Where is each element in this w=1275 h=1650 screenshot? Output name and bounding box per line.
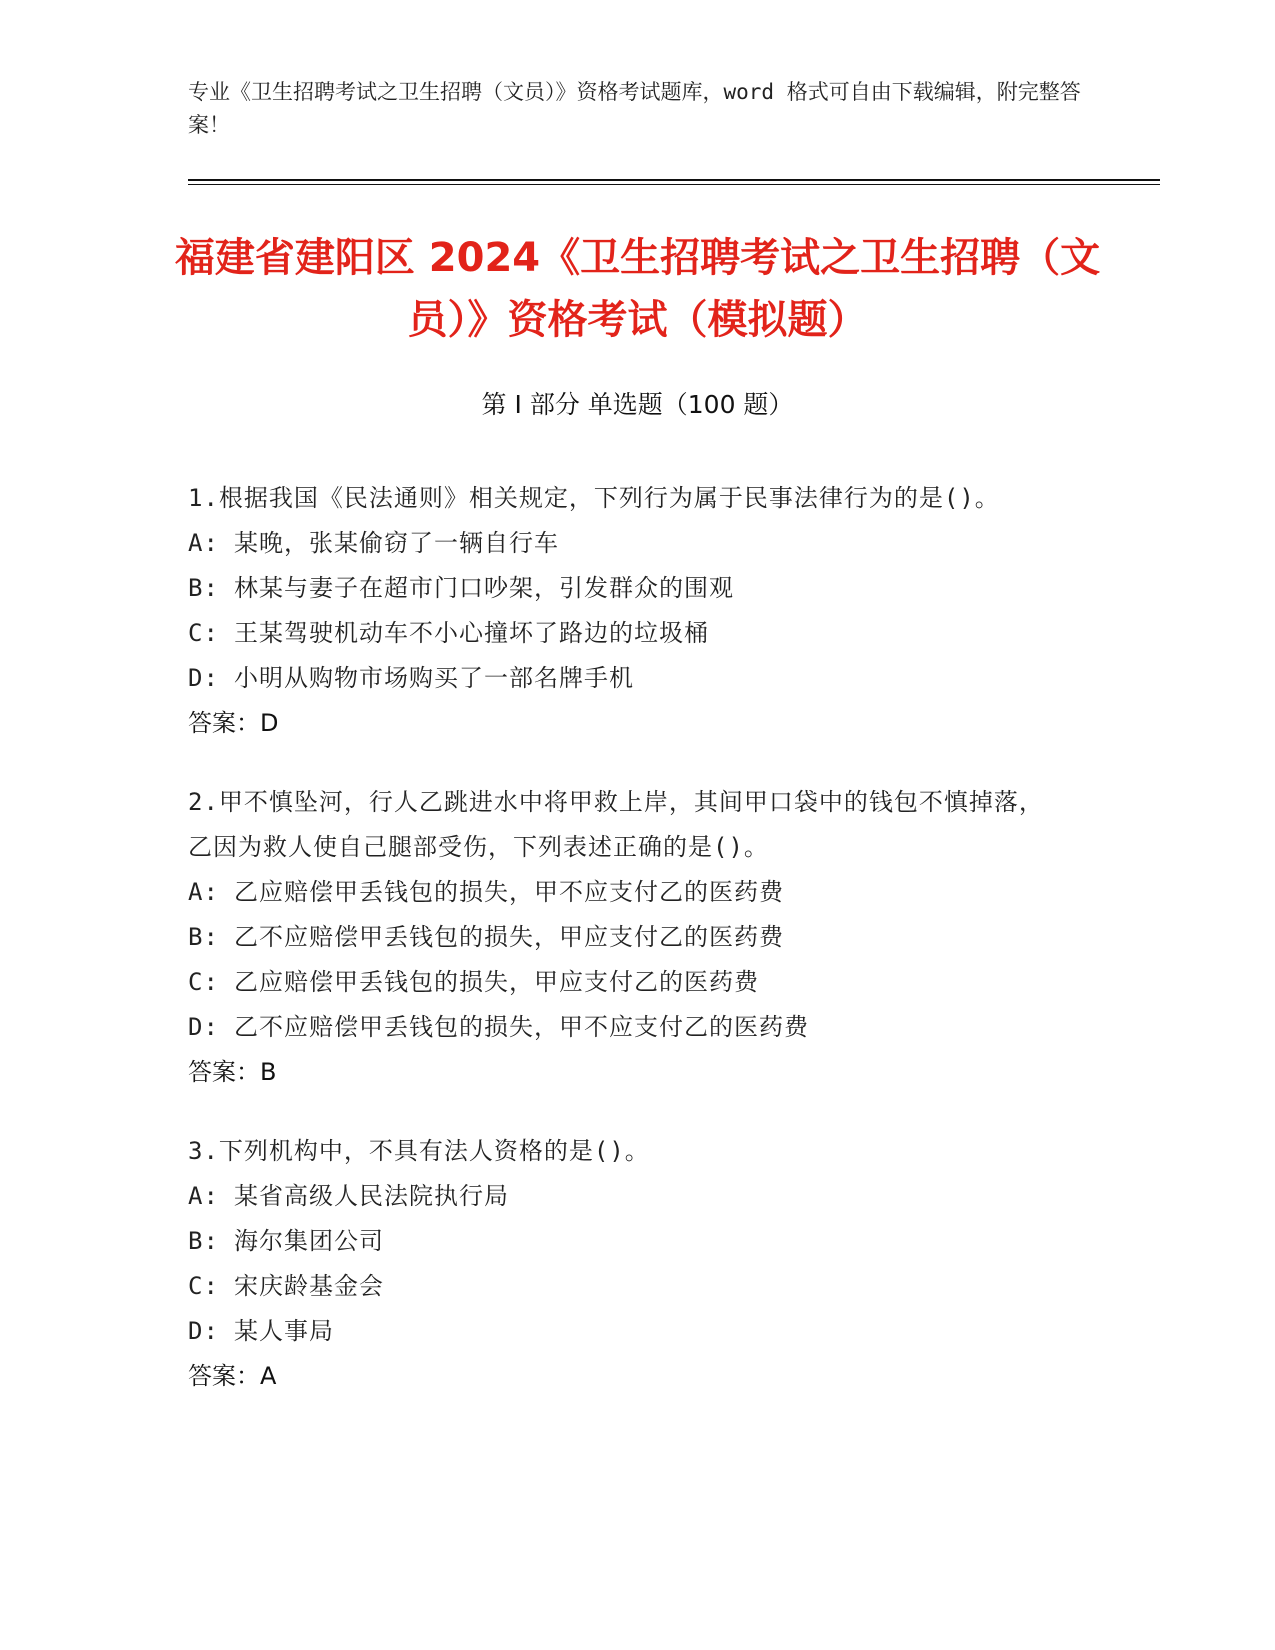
option-d xyxy=(188,1005,1068,1050)
option-text: 宋庆龄基金会 xyxy=(234,1272,384,1300)
option-b xyxy=(188,915,1068,960)
document-title: 福建省建阳区 2024《卫生招聘考试之卫生招聘（文员）》资格考试（模拟题） xyxy=(174,235,1101,343)
header-divider xyxy=(188,179,1160,181)
option-c xyxy=(188,611,1068,656)
option-b xyxy=(188,566,1068,611)
question-list xyxy=(188,476,1068,1433)
answer-line: 答案：D xyxy=(188,709,279,737)
option-text: 某晚，张某偷窃了一辆自行车 xyxy=(234,529,559,557)
option-d xyxy=(188,656,1068,701)
option-a xyxy=(188,521,1068,566)
option-key: D: xyxy=(188,1013,219,1041)
option-text: 乙应赔偿甲丢钱包的损失，甲应支付乙的医药费 xyxy=(234,968,759,996)
option-text: 林某与妻子在超市门口吵架，引发群众的围观 xyxy=(234,574,734,602)
option-a xyxy=(188,870,1068,915)
question-1 xyxy=(188,476,1068,746)
option-key: A: xyxy=(188,529,219,557)
option-c xyxy=(188,960,1068,1005)
option-text: 乙应赔偿甲丢钱包的损失，甲不应支付乙的医药费 xyxy=(234,878,784,906)
question-stem: 3.下列机构中，不具有法人资格的是()。 xyxy=(188,1137,650,1165)
header-note: 专业《卫生招聘考试之卫生招聘（文员）》资格考试题库，word 格式可自由下载编辑，附完整答案！ xyxy=(188,80,1081,137)
option-key: C: xyxy=(188,968,219,996)
option-text: 乙不应赔偿甲丢钱包的损失，甲不应支付乙的医药费 xyxy=(234,1013,809,1041)
option-key: B: xyxy=(188,574,219,602)
question-stem: 1.根据我国《民法通则》相关规定，下列行为属于民事法律行为的是()。 xyxy=(188,484,1000,512)
option-text: 小明从购物市场购买了一部名牌手机 xyxy=(234,664,634,692)
option-key: B: xyxy=(188,1227,219,1255)
section-heading: 第 I 部分 单选题（100 题） xyxy=(481,390,794,419)
question-stem: 2.甲不慎坠河，行人乙跳进水中将甲救上岸，其间甲口袋中的钱包不慎掉落，乙因为救人使自己腿部受伤，下列表述正确的是()。 xyxy=(188,788,1044,861)
question-2 xyxy=(188,780,1068,1095)
option-d xyxy=(188,1309,1068,1354)
option-a xyxy=(188,1174,1068,1219)
header-divider-thin xyxy=(188,184,1160,185)
option-b xyxy=(188,1219,1068,1264)
answer-line: 答案：B xyxy=(188,1058,277,1086)
option-text: 海尔集团公司 xyxy=(234,1227,384,1255)
option-key: B: xyxy=(188,923,219,951)
question-3 xyxy=(188,1129,1068,1399)
option-key: A: xyxy=(188,1182,219,1210)
option-text: 乙不应赔偿甲丢钱包的损失，甲应支付乙的医药费 xyxy=(234,923,784,951)
answer-line: 答案：A xyxy=(188,1362,277,1390)
option-key: A: xyxy=(188,878,219,906)
option-c xyxy=(188,1264,1068,1309)
option-text: 某省高级人民法院执行局 xyxy=(234,1182,509,1210)
option-text: 某人事局 xyxy=(234,1317,334,1345)
option-key: D: xyxy=(188,1317,219,1345)
option-key: C: xyxy=(188,1272,219,1300)
option-key: D: xyxy=(188,664,219,692)
option-key: C: xyxy=(188,619,219,647)
option-text: 王某驾驶机动车不小心撞坏了路边的垃圾桶 xyxy=(234,619,709,647)
